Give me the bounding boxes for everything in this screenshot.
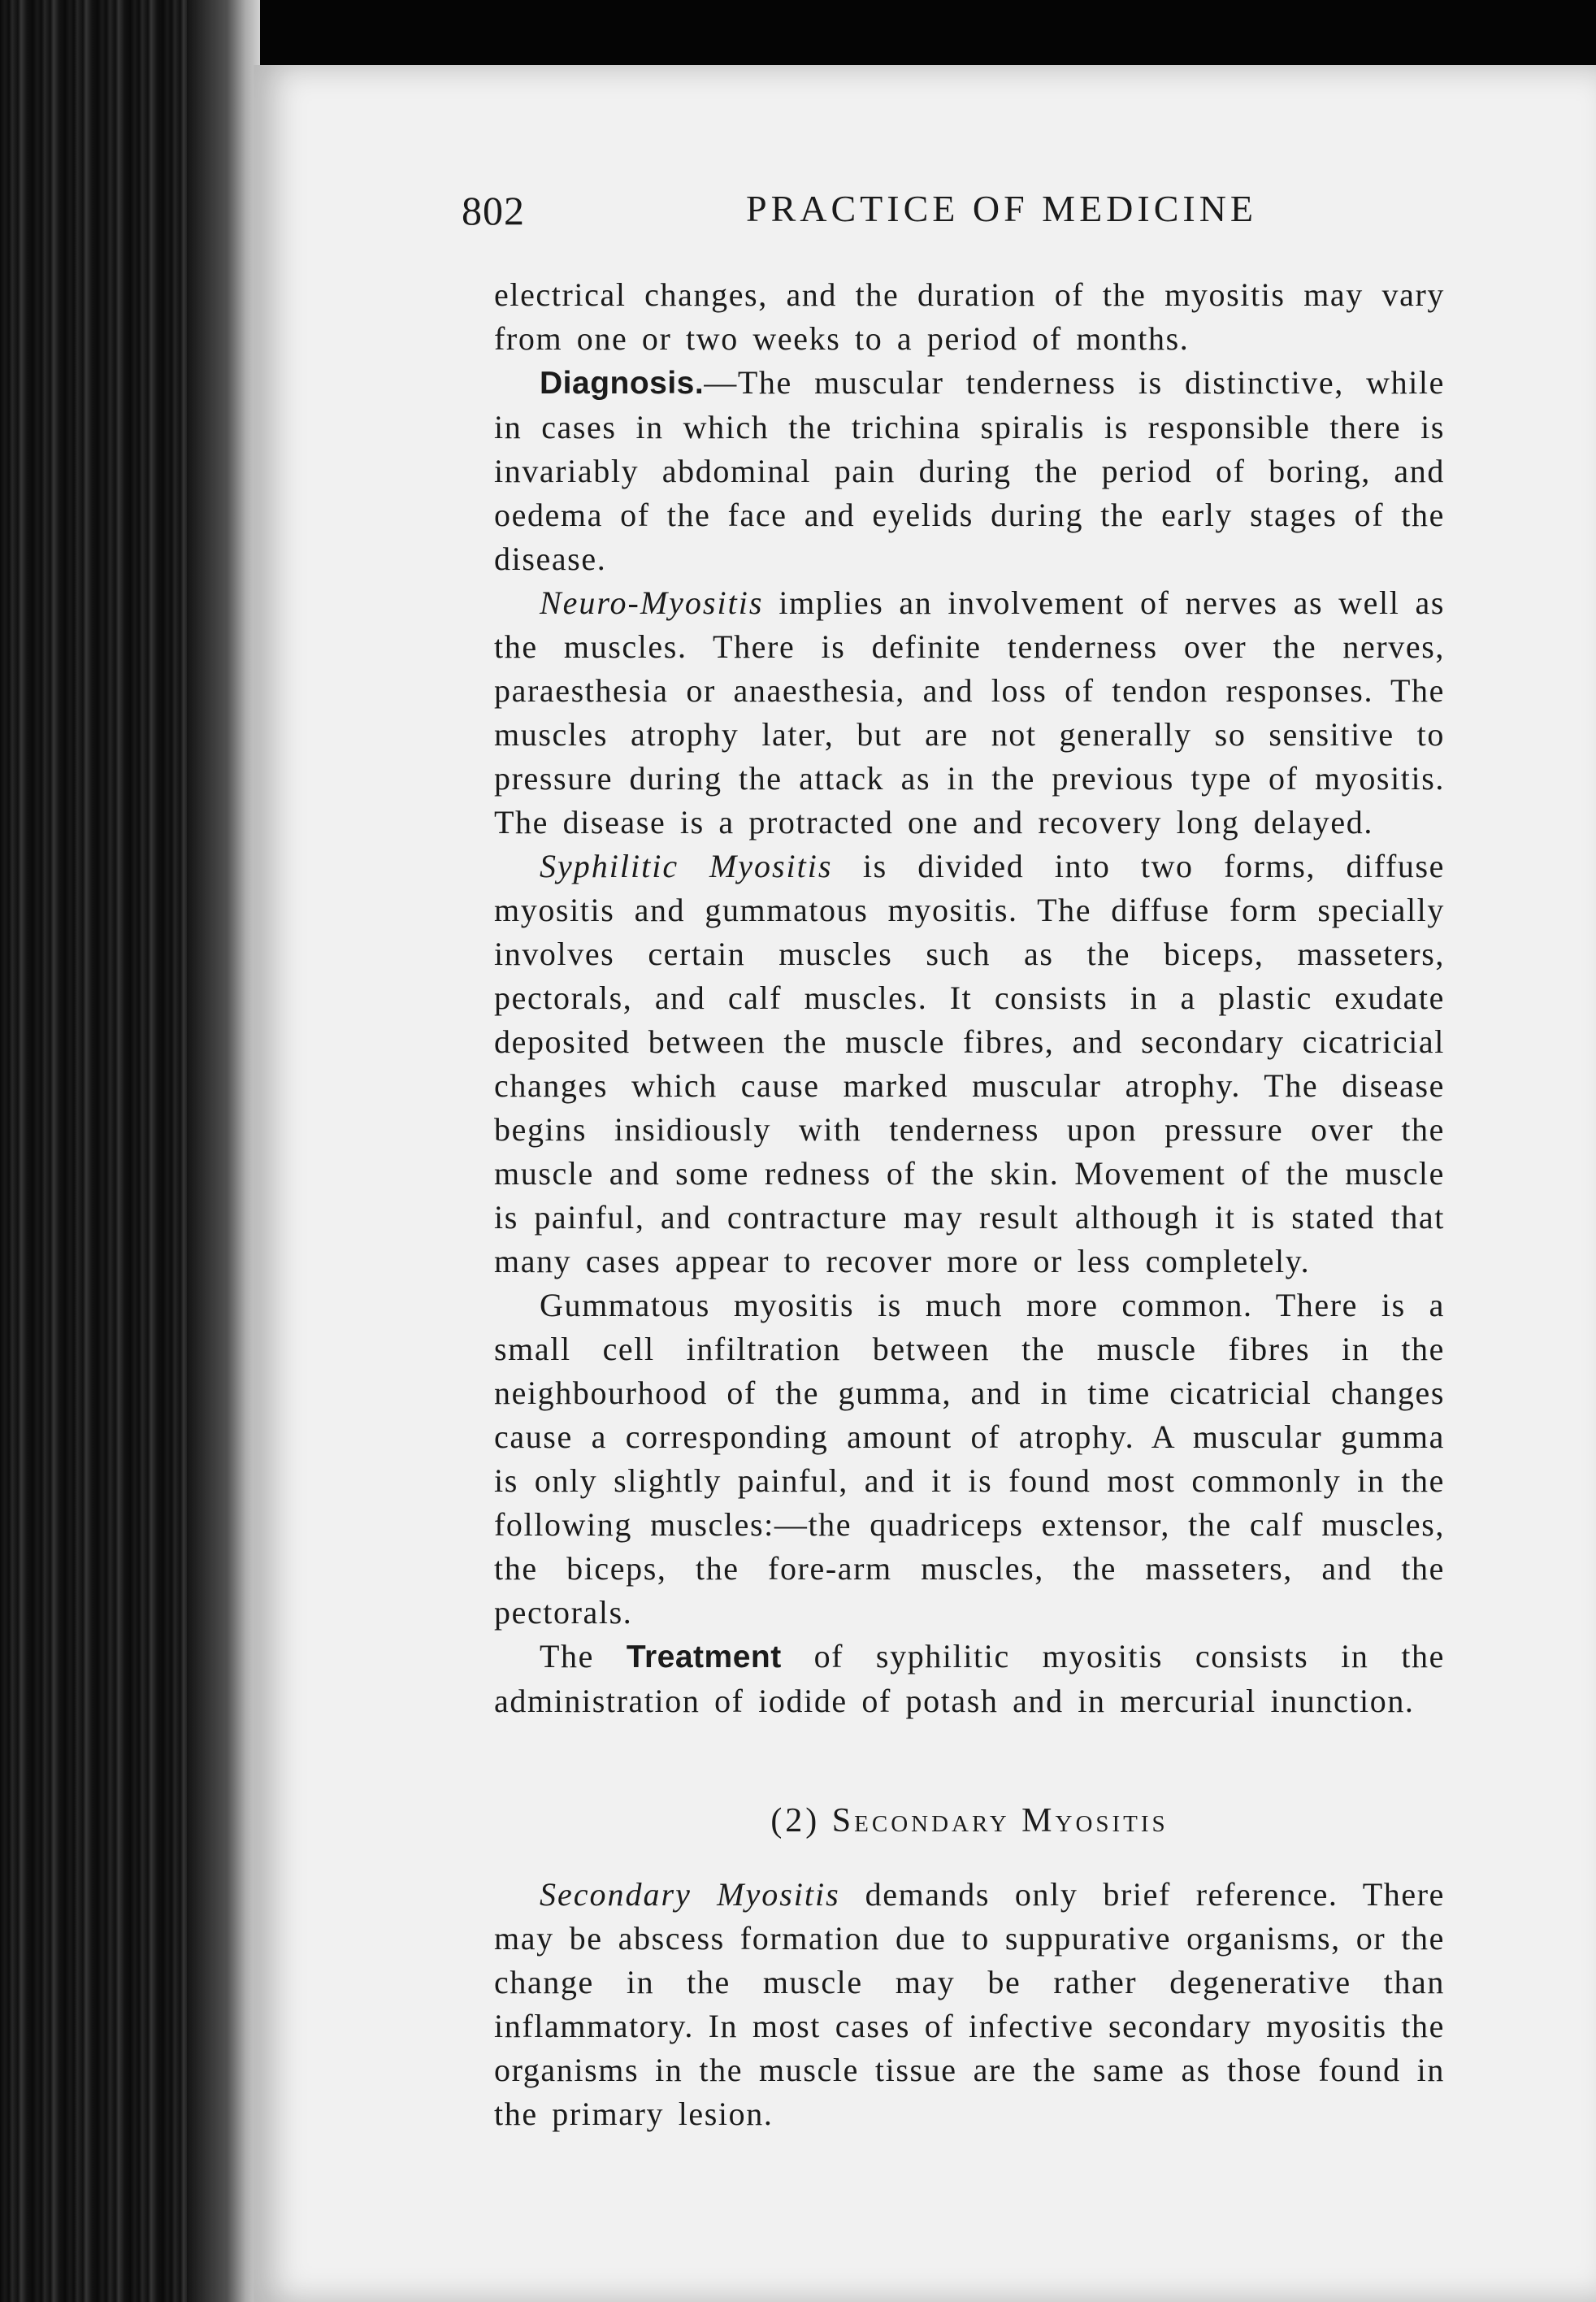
- running-title: PRACTICE OF MEDICINE: [746, 188, 1258, 229]
- syphilitic-myositis-term: Syphilitic Myositis: [540, 848, 833, 884]
- paragraph-syphilitic-myositis: [494, 845, 1445, 1283]
- scan-binding-edge: [0, 0, 260, 2302]
- book-page: [254, 65, 1596, 2302]
- secondary-myositis-text: demands only brief reference. There may be abscess formation due to suppurative organisms, or the change in the muscle may be rather degenerative than inflammatory. In most cases of infective secondary myositis the organisms in the muscle tissue are the same as those found in the primary lesion.: [494, 1876, 1445, 2132]
- neuro-myositis-text: implies an involvement of nerves as well as the muscles. There is definite tenderness over the nerves, paraesthesia or anaesthesia, and loss of tendon responses. The muscles atrophy later, but are not generally so sensitive to pressure during the attack as in the previous type of myositis. The disease is a protracted one and recovery long delayed.: [494, 584, 1445, 840]
- secondary-myositis-term: Secondary Myositis: [540, 1876, 840, 1913]
- section-heading-secondary-myositis: (2) Secondary Myositis: [770, 1802, 1169, 1839]
- paragraph-secondary-myositis: [494, 1873, 1445, 2136]
- diagnosis-text: —The muscular tenderness is distinctive, while in cases in which the trichina spiralis is responsible there is invariably abdominal pain during the period of boring, and oedema of the face and eyelids during the early stages of the disease.: [494, 364, 1445, 577]
- treatment-text: of syphilitic myositis consists in the administration of iodide of potash and in mercurial inunction.: [494, 1638, 1445, 1719]
- paragraph-neuro-myositis: [494, 581, 1445, 845]
- syphilitic-myositis-text: is divided into two forms, diffuse myositis and gummatous myositis. The diffuse form specially involves certain muscles such as the biceps, masseters, pectorals, and calf muscles. It consists in a plastic exudate deposited between the muscle fibres, and secondary cicatricial changes which cause marked muscular atrophy. The disease begins insidiously with tenderness upon pressure over the muscle and some redness of the skin. Movement of the muscle is painful, and contracture may result although it is stated that many cases appear to recover more or less completely.: [494, 848, 1445, 1279]
- paragraph-continuation: electrical changes, and the duration of the myositis may vary from one or two weeks to a period of months.: [494, 276, 1445, 357]
- neuro-myositis-term: Neuro-Myositis: [540, 584, 764, 621]
- paragraph-treatment: [494, 1635, 1445, 1723]
- running-head: [462, 187, 1445, 245]
- page-number: 802: [462, 188, 525, 233]
- paragraph-diagnosis: [494, 361, 1445, 581]
- treatment-heading: Treatment: [626, 1640, 782, 1674]
- page-content: [462, 187, 1445, 2136]
- treatment-pre: The: [540, 1638, 627, 1674]
- diagnosis-heading: Diagnosis.: [540, 366, 705, 401]
- paragraph-gummatous-myositis: Gummatous myositis is much more common. There is a small cell infiltration between the muscle fibres in the neighbourhood of the gumma, and in time cicatricial changes cause a corresponding amount of atrophy. A muscular gumma is only slightly painful, and it is found most commonly in the following muscles:—the quadriceps extensor, the calf muscles, the biceps, the fore-arm muscles, the masseters, and the pectorals.: [494, 1287, 1445, 1631]
